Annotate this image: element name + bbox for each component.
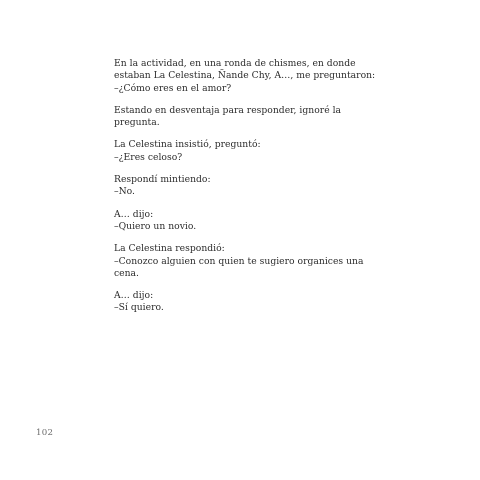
text-line: La Celestina insistió, preguntó: [114,139,261,151]
paragraph-6 [114,243,364,280]
paragraph-1 [114,58,376,95]
text-line: pregunta. [114,117,160,129]
text-line: Estando en desventaja para responder, ignoré la [114,104,342,116]
body-text [114,58,376,325]
paragraph-5 [114,209,354,234]
page-number: 102 [36,428,54,438]
dialogue-line: –Sí quiero. [114,302,164,314]
paragraph-7 [114,290,354,315]
text-line: A… dijo: [114,208,154,220]
dialogue-line: –No. [114,186,136,198]
text-line: A… dijo: [114,290,154,302]
text-line: En la actividad, en una ronda de chismes, en donde [114,58,356,69]
dialogue-line: –¿Eres celoso? [114,151,183,163]
dialogue-line: –Quiero un novio. [114,220,197,232]
dialogue-line: –¿Cómo eres en el amor? [114,82,232,94]
paragraph-4 [114,174,354,199]
text-line: cena. [114,267,139,279]
text-line: Respondí mintiendo: [114,174,211,186]
paragraph-3 [114,139,354,164]
paragraph-2 [114,105,354,130]
dialogue-line: –Conozco alguien con quien te sugiero organices una [114,255,364,267]
text-line: La Celestina respondió: [114,243,225,255]
text-line: estaban La Celestina, Ñande Chy, A…, me preguntaron: [114,70,376,82]
